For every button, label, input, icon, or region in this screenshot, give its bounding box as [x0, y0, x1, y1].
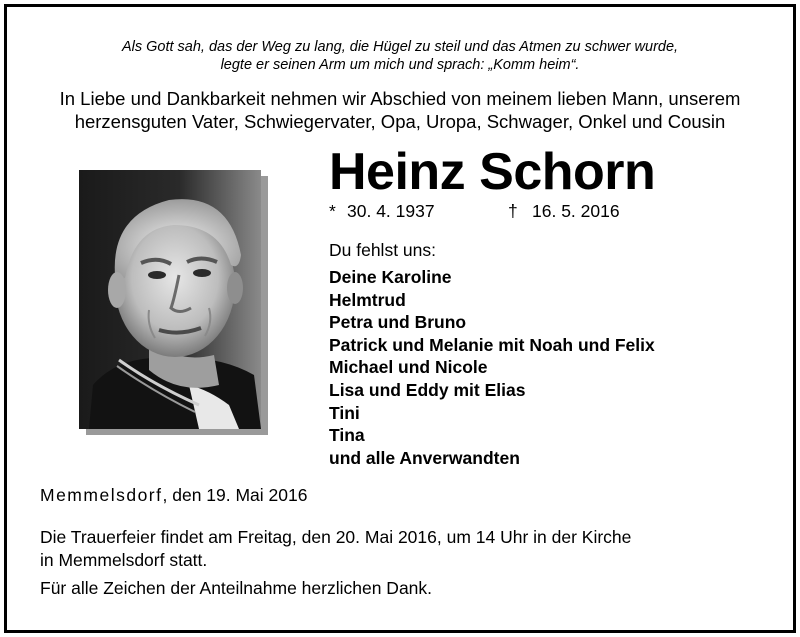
motto-line-2: legte er seinen Arm um mich und sprach: „Komm heim“.: [220, 57, 580, 73]
intro-line-1: In Liebe und Dankbarkeit nehmen wir Abschied von meinem lieben Mann, unserem: [59, 88, 741, 109]
family-list: [329, 266, 655, 469]
birth-symbol: *: [329, 201, 336, 221]
portrait-photo: [79, 170, 261, 429]
motto-line-1: Als Gott sah, das der Weg zu lang, die Hügel zu steil und das Atmen zu schwer wurde,: [121, 39, 679, 55]
family-member: Tina: [329, 425, 365, 446]
place-date: [40, 484, 307, 506]
birth-date: 30. 4. 1937: [347, 201, 435, 221]
place-city: Memmelsdorf: [40, 485, 163, 505]
family-member: Patrick und Melanie mit Noah und Felix: [329, 334, 655, 355]
death-date: 16. 5. 2016: [532, 201, 620, 221]
portrait-illustration: [79, 170, 261, 429]
family-member: Lisa und Eddy mit Elias: [329, 379, 526, 400]
funeral-line-2: in Memmelsdorf statt.: [40, 549, 208, 570]
family-member: und alle Anverwandten: [329, 447, 520, 468]
family-member: Tini: [329, 402, 360, 423]
missed-label: Du fehlst uns:: [329, 240, 436, 260]
death-symbol: †: [508, 201, 518, 221]
place-date-text: , den 19. Mai 2016: [162, 485, 308, 505]
family-member: Helmtrud: [329, 289, 406, 310]
funeral-line-1: Die Trauerfeier findet am Freitag, den 20. Mai 2016, um 14 Uhr in der Kirche: [40, 527, 632, 547]
deceased-name: Heinz Schorn: [329, 143, 656, 201]
thanks-note: Für alle Zeichen der Anteilnahme herzlichen Dank.: [40, 578, 433, 598]
intro-line-2: herzensguten Vater, Schwiegervater, Opa, Uropa, Schwager, Onkel und Cousin: [74, 111, 726, 132]
family-member: Deine Karoline: [329, 267, 452, 287]
family-member: Petra und Bruno: [329, 312, 467, 333]
funeral-info: [40, 526, 740, 571]
family-member: Michael und Nicole: [329, 357, 488, 378]
